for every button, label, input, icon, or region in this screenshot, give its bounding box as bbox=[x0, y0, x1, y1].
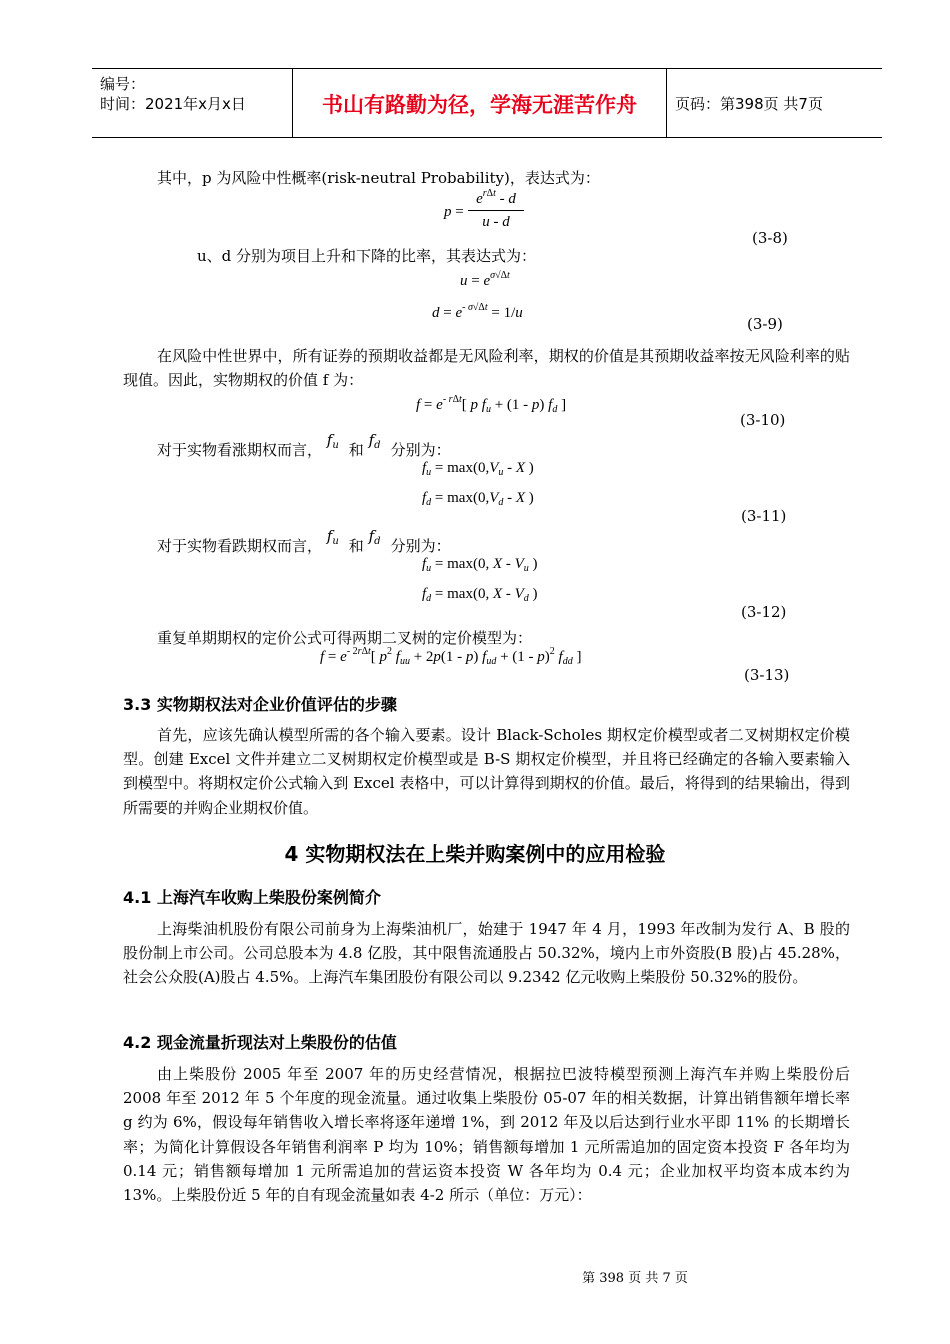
chapter-4-heading: 4 实物期权法在上柴并购案例中的应用检验 bbox=[284, 842, 666, 866]
formula-d: $d = e^{- \sigma√\Delta t} = 1/u$ bbox=[432, 302, 523, 321]
formula-u: $u = e^{\sigma√\Delta t}$ bbox=[460, 270, 510, 289]
formula-two-period: $f = e^{- 2r\Delta t}$[ $p^2$ $f_{uu} + 2p(1 - p) f_{ud} + (1 - p)^2$ $f_{dd}$ ] bbox=[320, 646, 582, 667]
respectively-word: 分别为： bbox=[390, 537, 451, 555]
fu-symbol: $f_u$ bbox=[326, 431, 339, 451]
fd-symbol: $f_d$ bbox=[368, 527, 381, 547]
intro-line: 其中，p 为风险中性概率(risk-neutral Probability)，表达式为： bbox=[157, 169, 600, 187]
time-label: 时间：2021年x月x日 bbox=[100, 95, 246, 113]
eq-label-3-11: (3-11) bbox=[741, 507, 787, 525]
fd-symbol: $f_d$ bbox=[368, 431, 381, 451]
header-info-cell bbox=[92, 69, 293, 137]
header-motto-cell bbox=[293, 69, 667, 137]
eq-label-3-9: (3-9) bbox=[747, 315, 783, 333]
put-line-pre: 对于实物看跌期权而言， bbox=[157, 537, 323, 555]
eq-label-3-13: (3-13) bbox=[744, 666, 790, 684]
section-3-3-heading: 3.3 实物期权法对企业价值评估的步骤 bbox=[123, 695, 397, 714]
section-4-1-paragraph: 上海柴油机股份有限公司前身为上海柴油机厂，始建于 1947 年 4 月，1993 年改制为发行 A、B 股的股份制上市公司。公司总股本为 4.8 亿股，其中限售流通股占 50.32%，境内上市外资股(B 股)占 45.28%，社会公众股(A)股占 4.5%。上海汽车集团股份有限公司以 9.2342 亿元收购上柴股份 50.32%的股份。 bbox=[123, 920, 850, 987]
call-line bbox=[157, 431, 451, 466]
section-4-2-paragraph: 由上柴股份 2005 年至 2007 年的历史经营情况，根据拉巴波特模型预测上海汽车并购上柴股份后 2008 年至 2012 年 5 个年度的现金流量。通过收集上柴股份 05-07 年的相关数据，计算出销售额年增长率 g 约为 6%，假设每年销售收入增长率将逐年递增 1%，到 2012 年及以后达到行业水平即 11% 的长期增长率；为简化计算假设各年销售利润率 P 均为 10%；销售额每增加 1 元所需追加的固定资本投资 F 各年均为 0.14 元；销售额每增加 1 元所需追加的营运资本投资 W 各年均为 0.4 元；企业加权平均资本成本约为 13%。上柴股份近 5 年的自有现金流量如表 4-2 所示（单位：万元）： bbox=[123, 1065, 850, 1205]
page-footer: 第 398 页 共 7 页 bbox=[582, 1271, 688, 1286]
call-line-pre: 对于实物看涨期权而言， bbox=[157, 441, 323, 459]
eq-label-3-12: (3-12) bbox=[741, 603, 787, 621]
riskneutral-paragraph: 在风险中性世界中，所有证券的预期收益都是无风险利率，期权的价值是其预期收益率按无风险利率的贴现值。因此，实物期权的价值 f 为： bbox=[123, 347, 850, 390]
repeat-line: 重复单期期权的定价公式可得两期二叉树的定价模型为： bbox=[157, 629, 533, 647]
page-label: 页码：第398页 共7页 bbox=[675, 95, 823, 113]
fu-symbol: $f_u$ bbox=[326, 527, 339, 547]
formula-put-fu: $f_u = \max(0$, X - $V_u$ ) bbox=[422, 556, 538, 574]
formula-f: $f = e^{- r\Delta t}$[ p $f_u + (1 - p)$ $f_d$ ] bbox=[416, 394, 567, 415]
number-label: 编号： bbox=[100, 75, 146, 93]
formula-call-fd: $f_d = \max(0,V_d - X$ ) bbox=[422, 490, 534, 508]
formula-p-numerator: $e^{r\Delta t}$ - d bbox=[476, 188, 516, 207]
formula-call-fu: $f_u = \max(0,V_u - X$ ) bbox=[422, 460, 534, 478]
page-header bbox=[92, 68, 882, 138]
formula-p-lhs: p = bbox=[444, 204, 464, 220]
formula-p-denominator: u - d bbox=[482, 214, 510, 230]
header-page-cell bbox=[667, 69, 882, 137]
and-word: 和 bbox=[348, 441, 364, 459]
eq-label-3-10: (3-10) bbox=[740, 411, 786, 429]
motto: 书山有路勤为径，学海无涯苦作舟 bbox=[322, 93, 637, 117]
put-line bbox=[157, 527, 451, 562]
fraction-bar bbox=[468, 210, 524, 211]
section-4-2-heading: 4.2 现金流量折现法对上柴股份的估值 bbox=[123, 1033, 397, 1052]
and-word: 和 bbox=[348, 537, 364, 555]
ud-line: u、d 分别为项目上升和下降的比率，其表达式为： bbox=[197, 247, 537, 265]
respectively-word: 分别为： bbox=[390, 441, 451, 459]
eq-label-3-8: (3-8) bbox=[752, 229, 788, 247]
formula-put-fd: $f_d = \max(0$, X - $V_d$ ) bbox=[422, 586, 538, 604]
section-4-1-heading: 4.1 上海汽车收购上柴股份案例简介 bbox=[123, 888, 381, 907]
section-3-3-paragraph: 首先，应该先确认模型所需的各个输入要素。设计 Black-Scholes 期权定价模型或者二叉树期权定价模型。创建 Excel 文件并建立二叉树期权定价模型或是 B-S 期权定价模型，并且将已经确定的各输入要素输入到模型中。将期权定价公式输入到 Excel 表格中，可以计算得到期权的价值。最后，将得到的结果输出，得到所需要的并购企业期权价值。 bbox=[123, 726, 850, 817]
